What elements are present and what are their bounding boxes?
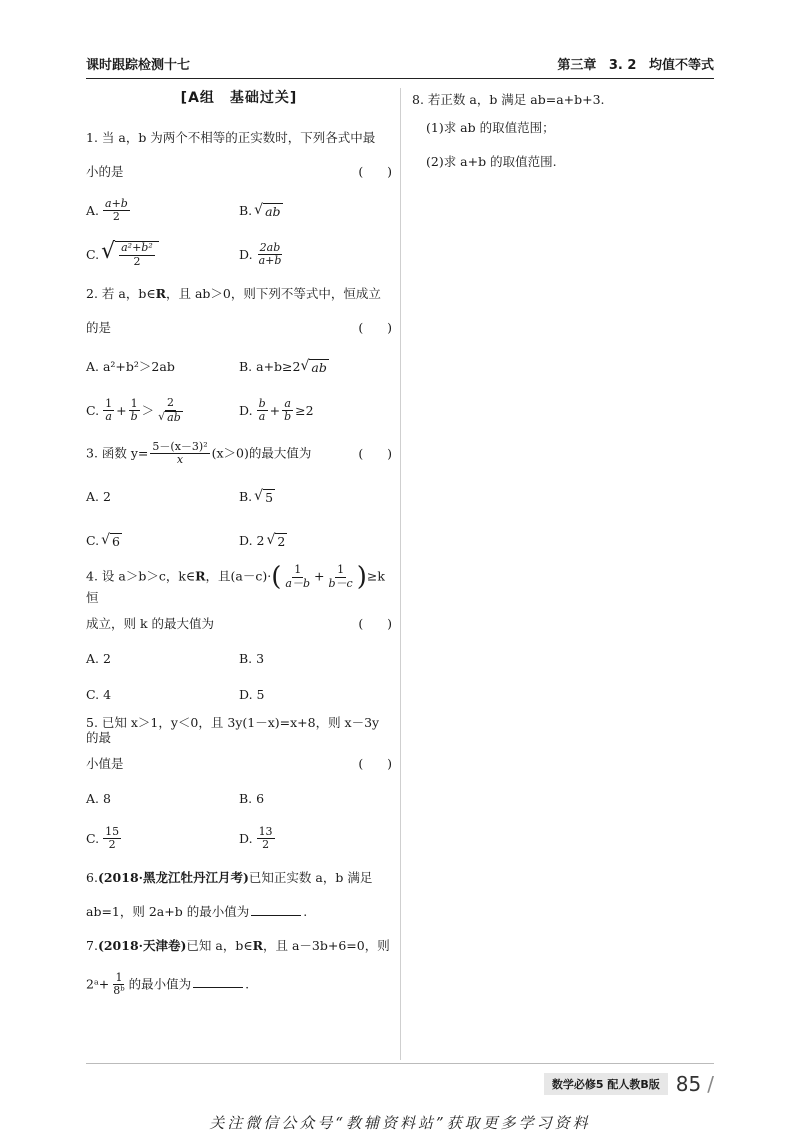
answer-paren: ( )	[358, 164, 392, 180]
q2-option-c: C. $\frac{1}{a}$ + $\frac{1}{b}$ ＞ 2 √ ab	[86, 396, 181, 424]
watermark-text: 关注微信公众号“教辅资料站”获取更多学习资料	[209, 1114, 591, 1132]
q2-option-d: D. $\frac{b}{a}$ + $\frac{a}{b}$ ≥2	[239, 396, 314, 424]
q5-option-c: C. $\frac{15}{2}$	[86, 824, 120, 852]
q4-option-b: B. 3	[239, 651, 265, 667]
q5-option-a: A. 8	[86, 791, 111, 807]
answer-paren: ( )	[358, 446, 392, 462]
book-edition-badge: 数学必修5 配人教B版	[544, 1073, 668, 1095]
answer-paren: ( )	[358, 756, 392, 772]
q5-option-b: B. 6	[239, 791, 265, 807]
header-section: 3. 2	[608, 58, 637, 73]
header-chapter: 第三章	[557, 58, 597, 73]
question-3: 3. 函数 y= $\frac{\text{5－(x－3)²}}{x}$ (x＞0)的最大值为 ( ) A. 2 B. √ 5 C. √ 6 D. 2 √ 2	[86, 439, 392, 549]
page-footer	[544, 1072, 714, 1096]
answer-paren: ( )	[358, 616, 392, 632]
q1-option-a: A. $\frac{a+b}{2}$	[86, 196, 128, 224]
left-column	[86, 88, 392, 1007]
q1-option-b: B. √ ab	[239, 201, 281, 219]
q4-option-d: D. 5	[239, 687, 265, 703]
header-rule	[86, 78, 714, 79]
section-title: [A组 基础过关]	[180, 90, 298, 106]
header-title: 课时跟踪检测十七	[86, 58, 191, 73]
q2-option-a: A. a²+b²＞2ab	[86, 359, 175, 375]
q3-option-b: B. √ 5	[239, 487, 274, 505]
q4-option-a: A. 2	[86, 651, 111, 667]
right-column	[412, 88, 714, 178]
page-header	[86, 54, 714, 78]
answer-blank	[251, 915, 301, 916]
q3-option-a: A. 2	[86, 489, 111, 505]
question-7: 7.(2018·天津卷)已知 a，b∈R，且 a－3b+6=0，则 2ᵃ+ $\frac{1}{\text{8ᵇ}}$ 的最小值为 .	[86, 938, 390, 998]
q1-option-d: D. $\frac{2ab}{a+b}$	[239, 240, 282, 268]
question-4: 4. 设 a＞b＞c，k∈R，且(a－c)·( $\frac{1}{a-b}$ + $\frac{1}{b-c}$ )≥k 恒 成立，则 k 的最大值为 ( ) A. 2 B. 3 C. 4 D. 5	[86, 562, 392, 703]
q1-line2: 小的是	[86, 164, 124, 180]
page-slash: /	[707, 1072, 714, 1096]
header-chapter-info	[549, 54, 714, 73]
answer-blank	[193, 987, 243, 988]
page-number: 85	[675, 1072, 702, 1096]
q1-option-c: C. √ $\frac{\text{a²+b²}}{2}$	[86, 241, 239, 268]
question-8: 8. 若正数 a，b 满足 ab=a+b+3. (1)求 ab 的取值范围； (2)求 a+b 的取值范围.	[412, 91, 605, 169]
q3-option-c: C. √ 6	[86, 531, 120, 549]
footer-rule	[86, 1063, 714, 1064]
header-topic: 均值不等式	[648, 58, 714, 73]
column-divider	[400, 88, 401, 1060]
q3-option-d: D. 2 √ 2	[239, 531, 286, 549]
question-1	[86, 121, 392, 277]
q4-option-c: C. 4	[86, 687, 112, 703]
q2-option-b: B. a+b≥2 √ ab	[239, 357, 327, 375]
question-2: 2. 若 a，b∈R，且 ab＞0，则下列不等式中，恒成立 的是 ( ) A. a²+b²＞2ab B. a+b≥2 √ ab C. $\frac{1}{a}$ + $\frac{1}{b}$ ＞ 2 √ ab D. $\frac{b}{a}$ + $\frac{a}{b}$ ≥2	[86, 286, 392, 424]
answer-paren: ( )	[358, 320, 392, 336]
question-6: 6.(2018·黑龙江牡丹江月考)已知正实数 a，b 满足 ab=1，则 2a+b 的最小值为 .	[86, 870, 373, 920]
q5-option-d: D. $\frac{13}{2}$	[239, 824, 273, 852]
question-5: 5. 已知 x＞1，y＜0，且 3y(1－x)=x+8，则 x－3y 的最 小值是 ( ) A. 8 B. 6 C. $\frac{15}{2}$ D. $\frac{13}{2}$	[86, 714, 392, 852]
q1-line1: 1. 当 a，b 为两个不相等的正实数时，下列各式中最	[86, 130, 376, 146]
